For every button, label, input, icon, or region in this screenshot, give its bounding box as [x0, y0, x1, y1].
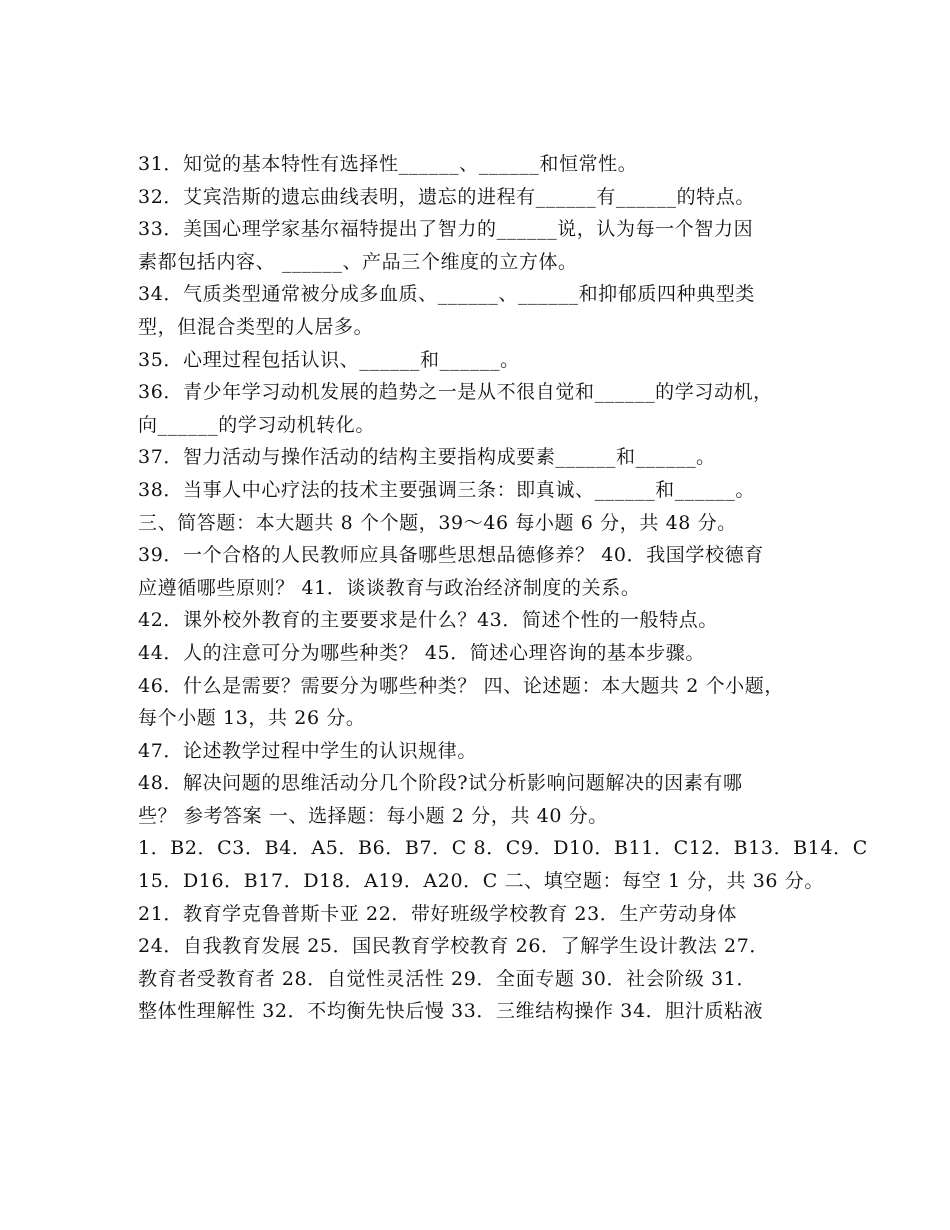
answer-line-2: 15．D16．B17．D18．A19．A20．C 二、填空题：每空 1 分，共 36 分。: [138, 870, 824, 893]
text-line-6: 型，但混合类型的人居多。: [138, 315, 374, 338]
answer-line-5: 教育者受教育者 28．自觉性灵活性 29．全面专题 30．社会阶级 31．: [138, 967, 757, 990]
document-page: [138, 148, 868, 1028]
text-line-18: 每个小题 13，共 26 分。: [138, 707, 366, 730]
text-line-10: 37．智力活动与操作活动的结构主要指构成要素______和______。: [138, 446, 716, 469]
answer-line-1: 1．B2．C3．B4．A5．B6．B7．C 8．C9．D10．B11．C12．B13．B14．C: [138, 837, 868, 860]
text-line-20: 48．解决问题的思维活动分几个阶段?试分析影响问题解决的因素有哪: [138, 772, 743, 795]
text-line-9: 向______的学习动机转化。: [138, 413, 376, 436]
text-line-19: 47．论述教学过程中学生的认识规律。: [138, 739, 477, 762]
section-heading-short-answer: 三、简答题：本大题共 8 个个题，39～46 每小题 6 分，共 48 分。: [138, 511, 737, 534]
answer-line-3: 21．教育学克鲁普斯卡亚 22．带好班级学校教育 23．生产劳动身体: [138, 902, 738, 925]
text-line-16: 44．人的注意可分为哪些种类？ 45．简述心理咨询的基本步骤。: [138, 641, 705, 664]
text-line-7: 35．心理过程包括认识、______和______。: [138, 348, 520, 371]
text-line-21: 些？ 参考答案 一、选择题：每小题 2 分，共 40 分。: [138, 804, 608, 827]
text-line-3: 33．美国心理学家基尔福特提出了智力的______说，认为每一个智力因: [138, 218, 754, 241]
text-line-5: 34．气质类型通常被分成多血质、______、______和抑郁质四种典型类: [138, 283, 755, 306]
text-line-13: 39．一个合格的人民教师应具备哪些思想品德修养？ 40．我国学校德育: [138, 544, 764, 567]
text-line-2: 32．艾宾浩斯的遗忘曲线表明，遗忘的进程有______有______的特点。: [138, 185, 755, 208]
text-line-1: 31．知觉的基本特性有选择性______、______和恒常性。: [138, 153, 638, 175]
text-line-15: 42．课外校外教育的主要要求是什么？43．简述个性的一般特点。: [138, 609, 718, 632]
answer-line-6: 整体性理解性 32．不均衡先快后慢 33．三维结构操作 34．胆汁质粘液: [138, 1000, 764, 1023]
text-line-11: 38．当事人中心疗法的技术主要强调三条：即真诚、______和______。: [138, 478, 755, 501]
text-line-14: 应遵循哪些原则？ 41．谈谈教育与政治经济制度的关系。: [138, 576, 641, 599]
answer-line-4: 24．自我教育发展 25．国民教育学校教育 26．了解学生设计教法 27．: [138, 935, 770, 958]
text-line-8: 36．青少年学习动机发展的趋势之一是从不很自觉和______的学习动机，: [138, 381, 773, 404]
text-line-17: 46．什么是需要？需要分为哪些种类？ 四、论述题：本大题共 2 个小题，: [138, 674, 784, 697]
text-line-4: 素都包括内容、 ______、产品三个维度的立方体。: [138, 250, 578, 273]
